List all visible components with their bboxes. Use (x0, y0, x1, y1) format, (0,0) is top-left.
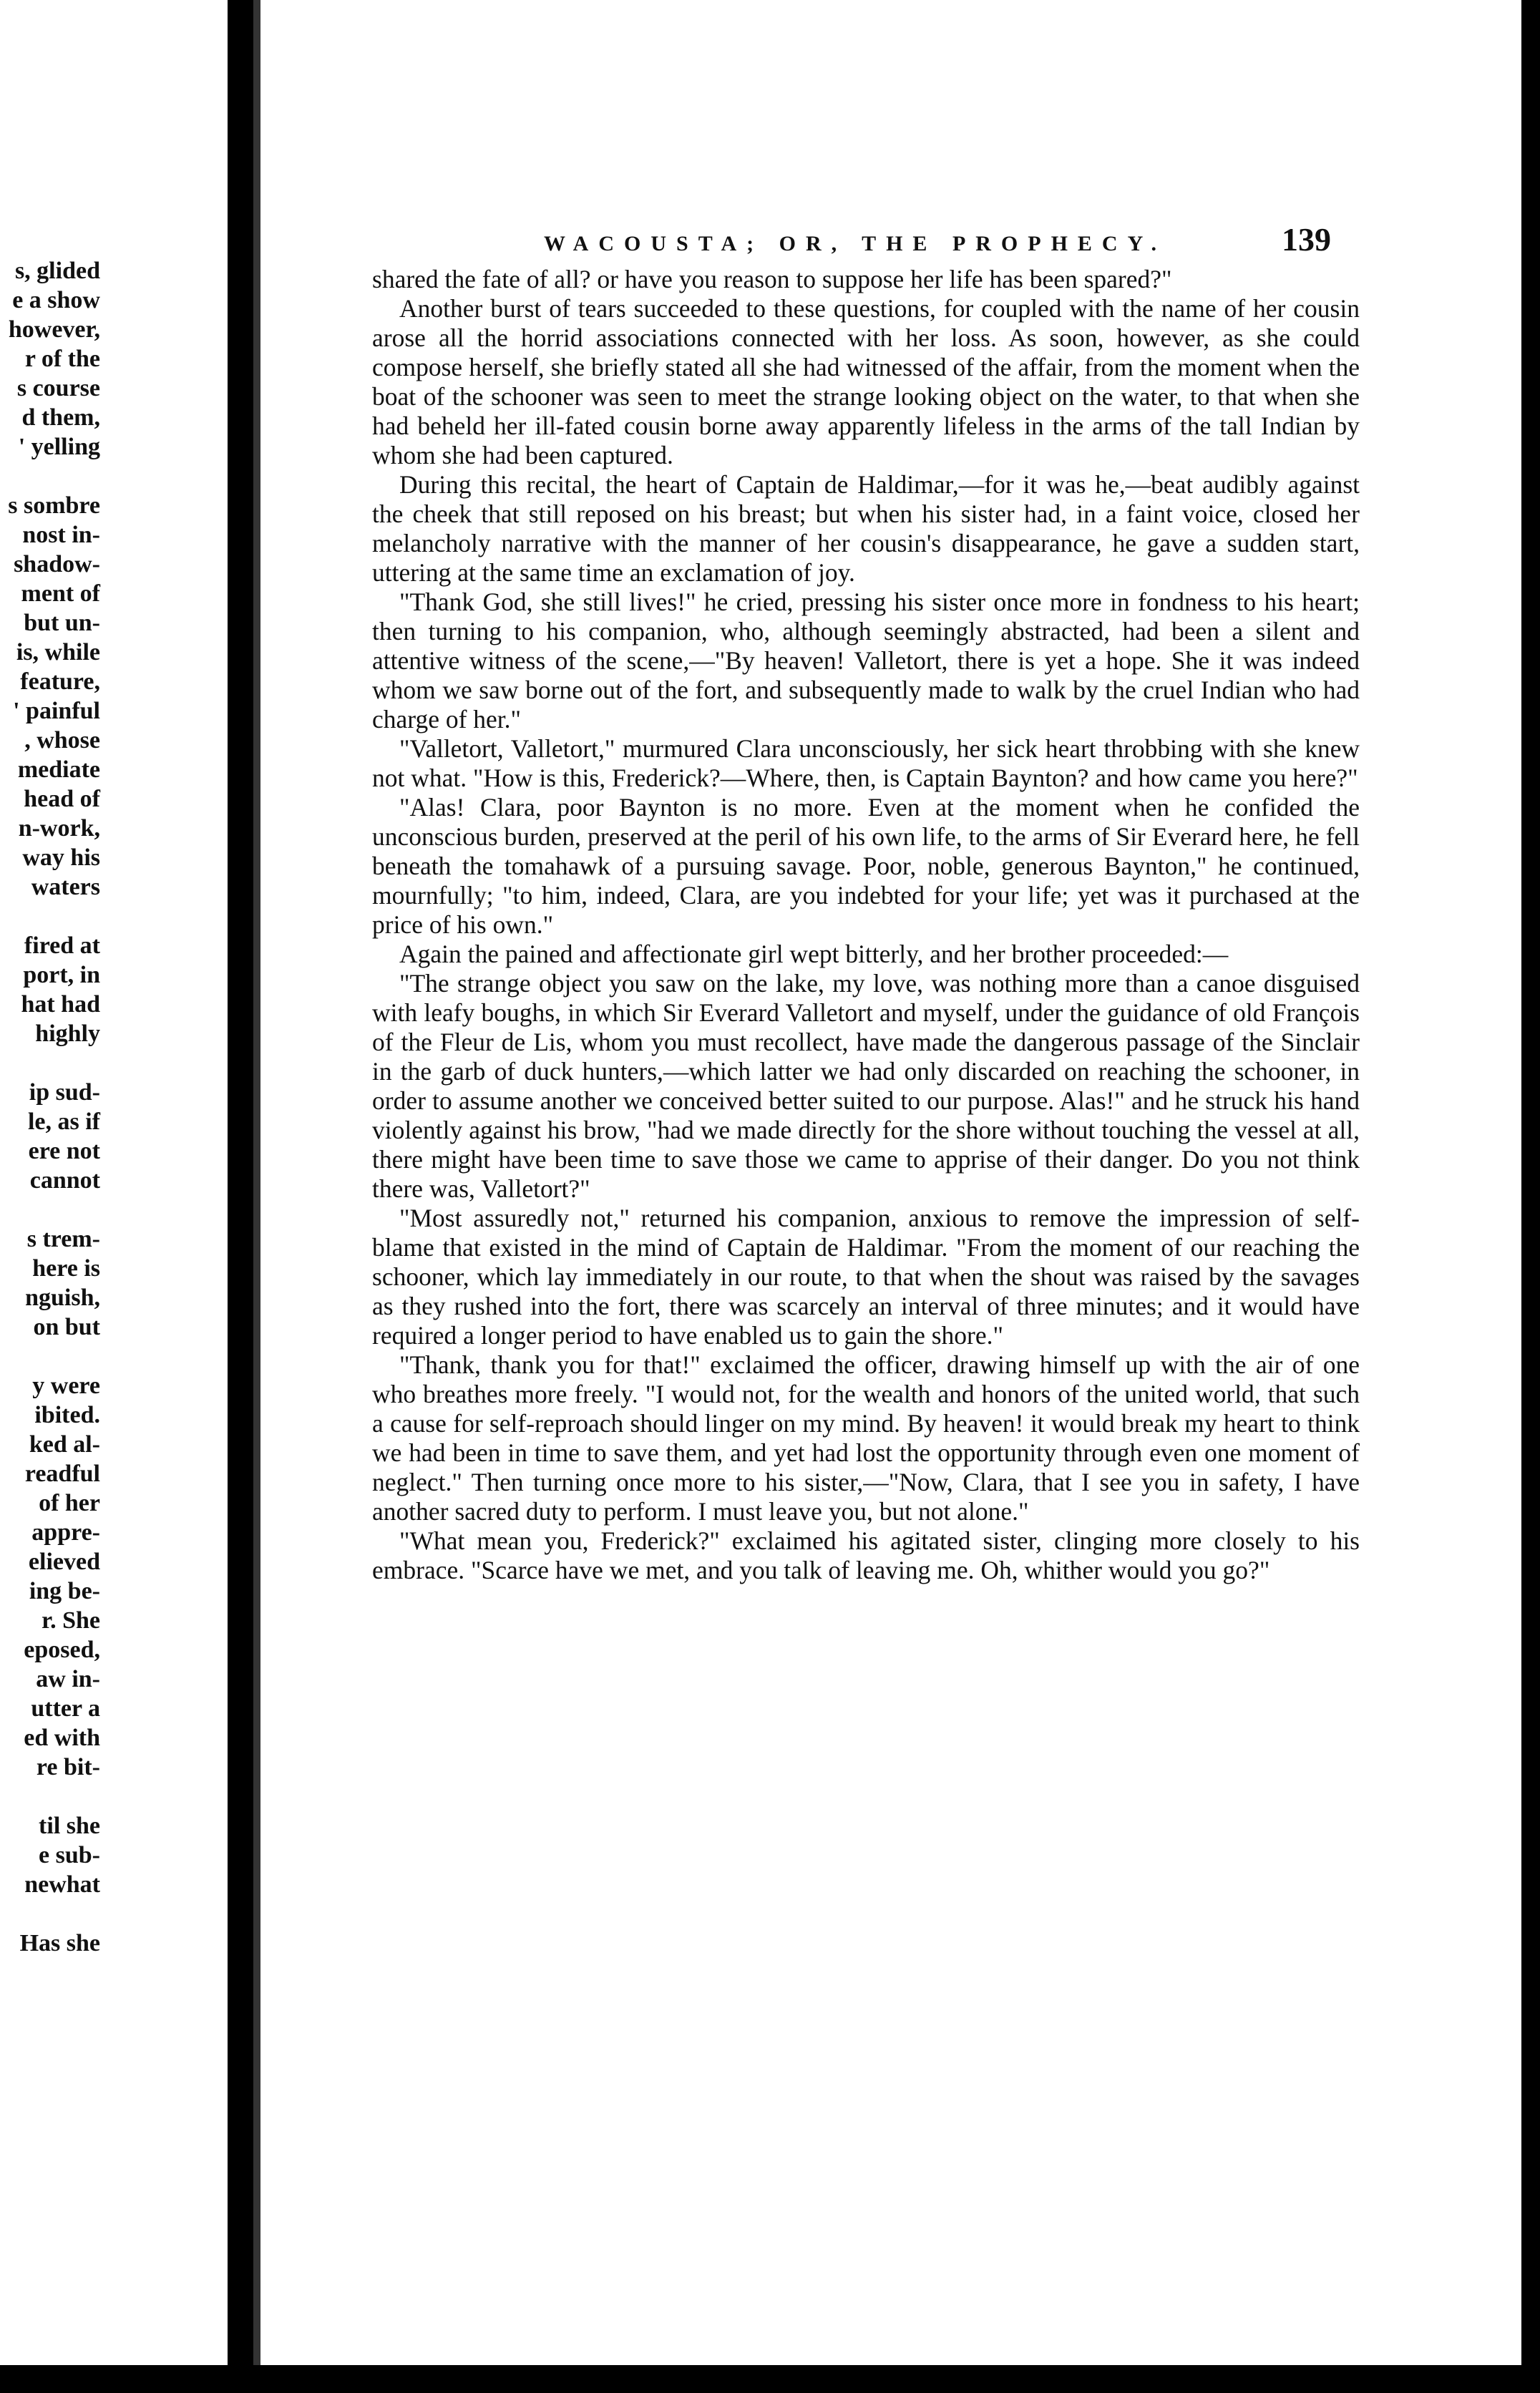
left-fragment-line: ip sud- (29, 1079, 100, 1106)
left-fragment-line: s trem- (26, 1226, 100, 1252)
left-fragment-line: re bit- (36, 1754, 100, 1780)
page-number: 139 (1282, 221, 1331, 258)
paragraph: "Valletort, Valletort," murmured Clara unconsciously, her sick heart throbbing with she knew not what. "How is this, Frederick?—Where, then, is Captain Baynton? and how came you here?" (372, 734, 1360, 792)
paragraph: "Alas! Clara, poor Baynton is no more. Even at the moment when he confided the unconscious burden, preserved at the peril of his own life, to the arms of Sir Everard here, he fell beneath the tomahawk of a pursuing savage. Poor, noble, generous Baynton," he continued, mournfully; "to him, indeed, Clara, are you indebted for your life; yet was it purchased at the price of his own." (372, 793, 1360, 939)
left-fragment-line: but un- (24, 610, 100, 636)
left-fragment-line: s sombre (8, 492, 100, 519)
left-fragment-line: eposed, (24, 1637, 100, 1663)
left-fragment-line: y were (32, 1373, 100, 1399)
paragraph: "Thank God, she still lives!" he cried, pressing his sister once more in fondness to his heart; then turning to his companion, who, although seemingly abstracted, had been a silent and attentive witness of the scene,—"By heaven! Valletort, there is yet a hope. She it was indeed whom we saw borne out of the fort, and subsequently made to walk by the cruel Indian who had charge of her." (372, 588, 1360, 734)
book-gutter-shadow (228, 0, 253, 2393)
left-fragment-line: appre- (31, 1519, 100, 1546)
left-fragment-line: ere not (28, 1138, 100, 1164)
left-fragment-line: mediate (17, 756, 100, 783)
left-fragment-line: til she (39, 1813, 100, 1839)
paragraph: "Thank, thank you for that!" exclaimed the officer, drawing himself up with the air of one who breathes more freely. "I would not, for the wealth and honors of the united world, that such a cause for self-reproach should linger on my mind. By heaven! it would break my heart to think we had been in time to save them, and yet had lost the opportunity through even one moment of neglect." Then turning once more to his sister,—"Now, Clara, that I see you in safety, I have another sacred duty to perform. I must leave you, but not alone." (372, 1350, 1360, 1526)
left-fragment-line: , whose (24, 727, 100, 754)
left-fragment-line: ked al- (29, 1431, 100, 1458)
scan-border-right (1521, 0, 1540, 2393)
left-fragment-line: way his (22, 844, 100, 871)
left-fragment-line: ibited. (34, 1402, 100, 1428)
left-fragment-line: highly (35, 1020, 100, 1047)
left-fragment-line: e sub- (39, 1842, 100, 1868)
left-fragment-line: of her (39, 1490, 100, 1516)
book-gutter-edge (253, 0, 260, 2393)
left-fragment-line: is, while (16, 639, 100, 666)
page-body (372, 265, 1360, 1585)
left-fragment-line: ing be- (29, 1578, 100, 1604)
left-fragment-line: Has she (19, 1930, 100, 1956)
left-fragment-line: n-work, (18, 815, 100, 842)
left-fragment-line: ed with (24, 1725, 100, 1751)
left-fragment-line: hat had (21, 991, 100, 1018)
paragraph: During this recital, the heart of Captain de Haldimar,—for it was he,—beat audibly against the cheek that still reposed on his breast; but when his sister had, in a faint voice, closed her melancholy narrative with the manner of her cousin's disappearance, he gave a sudden start, uttering at the same time an exclamation of joy. (372, 470, 1360, 587)
left-fragment-line: ' painful (13, 698, 100, 724)
left-fragment-line: feature, (20, 668, 100, 695)
left-fragment-line: aw in- (36, 1666, 100, 1692)
left-fragment-line: s course (16, 375, 100, 401)
left-fragment-line: head of (24, 786, 100, 812)
left-fragment-line: d them, (21, 404, 100, 431)
paragraph: "The strange object you saw on the lake, my love, was nothing more than a canoe disguised with leafy boughs, in which Sir Everard Valletort and myself, under the guidance of old François of the Fleur de Lis, whom you must recollect, have made the dangerous passage of the Sinclair in the garb of duck hunters,—which latter we had only discarded on reaching the schooner, in order to assume another we conceived better suited to our purpose. Alas!" and he struck his hand violently against his brow, "had we made directly for the shore without touching the vessel at all, there might have been time to save those we came to apprise of their danger. Do you not think there was, Valletort?" (372, 969, 1360, 1203)
left-fragment-line: port, in (23, 962, 100, 988)
paragraph: "Most assuredly not," returned his companion, anxious to remove the impression of self-blame that existed in the mind of Captain de Haldimar. "From the moment of our reaching the schooner, which lay immediately in our route, to that when the shout was raised by the savages as they rushed into the fort, there was scarcely an interval of three minutes; and it would have required a longer period to have enabled us to gain the shore." (372, 1204, 1360, 1350)
left-fragment-line: readful (24, 1461, 100, 1487)
left-fragment-line: nguish, (25, 1285, 100, 1311)
left-fragment-line: newhat (24, 1871, 100, 1898)
left-fragment-line: le, as if (27, 1108, 100, 1135)
left-fragment-line: e a show (12, 287, 100, 313)
left-fragment-line: utter a (31, 1695, 100, 1722)
left-fragment-line: r. She (42, 1607, 100, 1634)
left-fragment-line: nost in- (22, 522, 100, 548)
running-title: WACOUSTA; OR, THE PROPHECY. (544, 232, 1167, 255)
left-fragment-line: fired at (24, 932, 100, 959)
left-fragment-line: here is (32, 1255, 100, 1282)
paragraph-continuation: shared the fate of all? or have you reason to suppose her life has been spared?" (372, 265, 1172, 293)
left-fragment-line: s, glided (14, 258, 100, 284)
paragraph: Another burst of tears succeeded to these questions, for coupled with the name of her cousin arose all the horrid associations connected with her loss. As soon, however, as she could compose herself, she briefly stated all she had witnessed of the affair, from the moment when the boat of the schooner was seen to meet the strange looking object on the water, to that when she had beheld her ill-fated cousin borne away apparently lifeless in the arms of the tall Indian by whom she had been captured. (372, 294, 1360, 469)
left-fragment-line: ' yelling (18, 434, 100, 460)
paragraph: Again the pained and affectionate girl wept bitterly, and her brother proceeded:— (399, 940, 1229, 968)
left-fragment-line: however, (8, 316, 100, 343)
left-fragment-line: r of the (24, 346, 100, 372)
scan-border-bottom (0, 2365, 1540, 2393)
running-header (544, 220, 1331, 258)
left-fragment-line: cannot (29, 1167, 100, 1194)
left-fragment-line: ment of (21, 580, 100, 607)
left-fragment-line: shadow- (14, 551, 100, 577)
paragraph: "What mean you, Frederick?" exclaimed his agitated sister, clinging more closely to his embrace. "Scarce have we met, and you talk of leaving me. Oh, whither would you go?" (372, 1526, 1360, 1584)
left-fragment-line: elieved (28, 1549, 100, 1575)
left-fragment-line: waters (31, 874, 100, 900)
left-fragment-line: on but (33, 1314, 100, 1340)
